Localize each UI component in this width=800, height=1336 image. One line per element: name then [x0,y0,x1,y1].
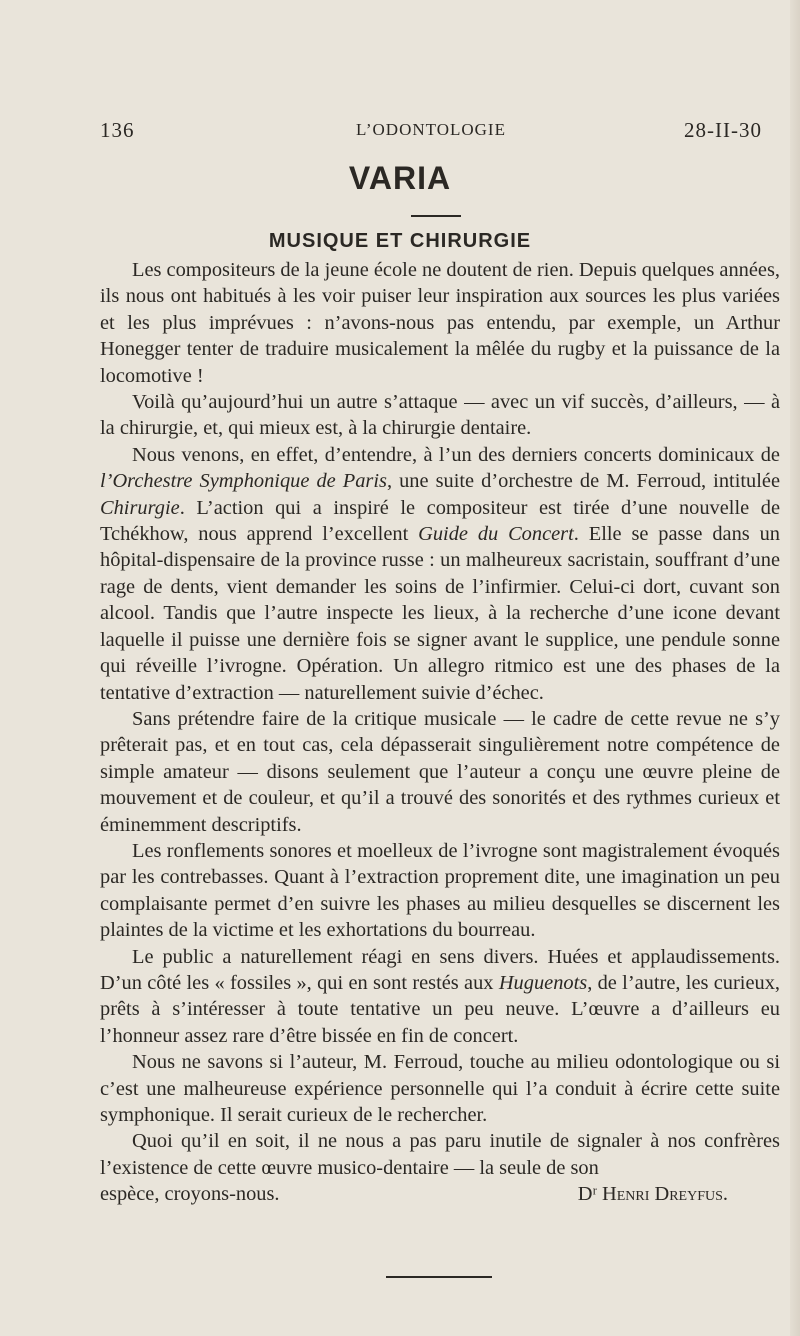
text-run: Le public a naturellement réagi en sens divers. Huées et applaudissements. D’un côté les « fossiles », qui en sont restés aux [100,945,780,994]
paragraph-3 [100,442,780,706]
closing-line [100,1181,780,1207]
signature-name: Henri Dreyfus. [602,1183,728,1206]
section-title: VARIA [348,160,452,196]
paragraph-5: Les ronflements sonores et moelleux de l’ivrogne sont magistralement évoqués par les contrebasses. Quant à l’extraction proprement dite, une imagination un peu complaisante permet d’en suivre les phases au milieu desquelles se discernent les plaintes de la victime et les exhortations du bourreau. [100,839,780,942]
end-rule [386,1276,492,1278]
paragraph-4: Sans prétendre faire de la critique musicale — le cadre de cette revue ne s’y prêterait pas, et en tout cas, cela dépasserait singulièrement notre compétence de simple amateur — disons seulement que l’auteur a conçu une œuvre pleine de mouvement et de couleur, et qu’il a trouvé des sonorités et des rythmes curieux et éminemment descriptifs. [100,707,780,836]
running-header [100,118,762,144]
article-body [100,257,780,1208]
signature-title: Dʳ [577,1183,597,1206]
text-run: , de l’autre, les curieux, prêts à s’intéresser à toute tentative un peu neuve. L’œuvre a d’ailleurs eu l’honneur assez rare d’être bissée en fin de concert. [100,971,780,1047]
paragraph-7: Nous ne savons si l’auteur, M. Ferroud, touche au milieu odontologique ou si c’est une malheureuse expérience personnelle qui l’a conduit à écrire cette suite symphonique. Il serait curieux de le rechercher. [100,1051,780,1126]
italic-opera-title: Huguenots [498,971,588,994]
text-run: , une suite d’orchestre de M. Ferroud, intitulée [386,470,780,493]
issue-date: 28-II-30 [684,118,762,142]
italic-orchestra: l’Orchestre Symphonique de Paris [100,470,387,493]
article-title: MUSIQUE ET CHIRURGIE [268,230,532,252]
paragraph-2: Voilà qu’aujourd’hui un autre s’attaque — avec un vif succès, d’ailleurs, — à la chirurgie, et, qui mieux est, à la chirurgie dentaire. [100,391,780,440]
author-signature [578,1181,780,1207]
journal-title: L’ODONTOLOGIE [356,120,506,139]
text-run: . L’action qui a inspiré le compositeur est tirée d’une nouvelle de Tchékhow, nous apprend l’excellent [100,496,780,546]
paragraph-1: Les compositeurs de la jeune école ne doutent de rien. Depuis quelques années, ils nous ont habitués à les voir puiser leur inspiration aux sources les plus variées et les plus imprévues : n’avons-nous pas entendu, par exemple, un Arthur Honegger tenter de traduire musicalement la mêlée du rugby et la puissance de la locomotive ! [100,259,780,387]
page-edge-shadow [790,0,800,1336]
italic-work-title: Chirurgie [100,496,180,519]
text-run: . Elle se passe dans un hôpital-dispensaire de la province russe : un malheureux sacristain, souffrant d’une rage de dents, vient demander les soins de l’infirmier. Celui-ci dort, cuvant son alcool. Tandis que l’autre inspecte les lieux, à la recherche d’une icone devant laquelle il puisse une dernière fois se signer avant le supplice, une pendule sonne qui réveille l’ivrogne. Opération. Un allegro ritmico est une des phases de la tentative d’extraction — naturellement suivie d’échec. [100,523,780,704]
title-divider [411,215,461,217]
page-number: 136 [100,118,135,142]
paragraph-8: Quoi qu’il en soit, il ne nous a pas paru inutile de signaler à nos confrères l’existence de cette œuvre musico-dentaire — la seule de son [100,1130,780,1179]
paragraph-6 [100,944,780,1050]
italic-guide-title: Guide du Concert [418,523,574,546]
text-run: Nous venons, en effet, d’entendre, à l’un des derniers concerts dominicaux de [132,443,780,466]
paragraph-8-end: espèce, croyons-nous. [100,1183,280,1206]
